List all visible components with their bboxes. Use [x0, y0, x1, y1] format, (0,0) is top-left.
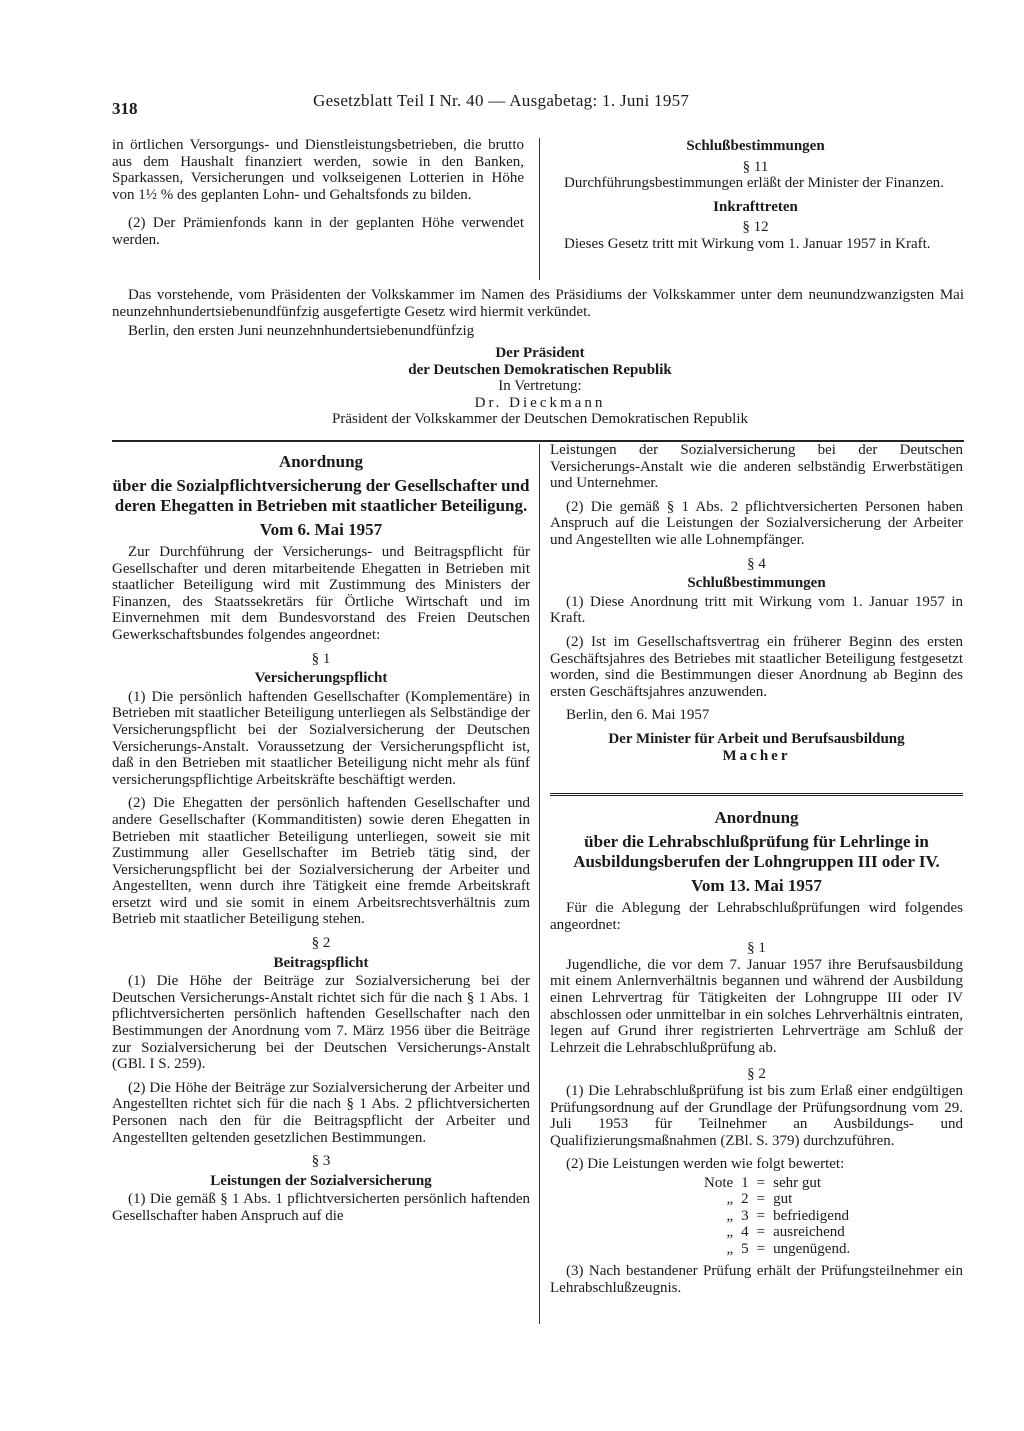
column-divider-bottom [539, 444, 540, 1324]
paragraph: (1) Diese Anordnung tritt mit Wirkung vom 1. Januar 1957 in Kraft. [550, 593, 963, 627]
paragraph: Leistungen der Sozialversicherung bei der Deutschen Versicherungs-Anstalt wie die anderen selbständig Erwerbstätigen und Unternehmer. [550, 442, 963, 492]
section-number: § 2 [311, 935, 331, 952]
grade-prefix: „ [726, 1207, 734, 1224]
running-header: Gesetzblatt Teil I Nr. 40 — Ausgabetag: 1. Juni 1957 [313, 91, 690, 110]
section-number: § 2 [747, 1066, 766, 1083]
grade-eq: = [756, 1191, 766, 1208]
grade-num: 5 [741, 1240, 749, 1257]
grade-eq: = [756, 1240, 766, 1257]
grade-eq: = [756, 1207, 766, 1224]
section-number: § 4 [747, 555, 766, 572]
place-date: Berlin, den 6. Mai 1957 [566, 707, 710, 724]
section-heading: Versicherungspflicht [254, 670, 388, 687]
paragraph: Dieses Gesetz tritt mit Wirkung vom 1. Januar 1957 in Kraft. [564, 235, 931, 252]
grade-num: 2 [741, 1191, 749, 1208]
section-number: § 1 [747, 940, 766, 957]
paragraph: (2) Die Ehegatten der persönlich haftenden Gesellschafter und andere Gesellschafter (Kommanditisten) sowie deren Ehegatten in Betrieben mit staatlicher Beteiligung unterliegen, soweit sie mit Zustimmung aller Gesellschafter im Betrieb tätig sind, der Versicherungspflicht bei der Sozialversicherung der Arbeiter und Angestellten, wenn durch ihre Tätigkeit eine fremde Arbeitskraft ersetzt wird und sie somit in einem Arbeitsrechtsverhältnis zum Betrieb mit staatlicher Beteiligung stehen. [112, 795, 530, 928]
decree-title: Anordnung [278, 452, 364, 471]
section-heading: Leistungen der Sozialversicherung [210, 1172, 432, 1189]
grade-prefix: „ [726, 1224, 734, 1241]
decree-subject: über die Sozialpflichtversicherung der Gesellschafter und deren Ehegatten in Betrieben mit staatlicher Beteiligung. [112, 476, 530, 515]
grade-prefix: „ [726, 1240, 734, 1257]
section-heading: Schlußbestimmungen [686, 138, 825, 154]
grade-prefix: Note [704, 1174, 734, 1191]
grade-label: sehr gut [773, 1174, 822, 1191]
paragraph: (1) Die gemäß § 1 Abs. 1 pflichtversicherten persönlich haftenden Gesellschafter haben Anspruch auf die [112, 1191, 530, 1224]
grade-label: befriedigend [773, 1207, 849, 1224]
decree-date: Vom 13. Mai 1957 [691, 876, 822, 895]
grade-row [700, 1208, 854, 1225]
paragraph: (1) Die Lehrabschlußprüfung ist bis zum Erlaß einer endgültigen Prüfungsordnung auf der Grundlage der Prüfungsordnung vom 29. Juli 1953 für Teilnehmer an Ausbildungs- und Qualifizierungsmaßnahmen (ZBl. S. 379) durchzuführen. [550, 1082, 963, 1149]
decree-title: Anordnung [714, 808, 799, 827]
place-date: Berlin, den ersten Juni neunzehnhundertsiebenundfünfzig [128, 323, 475, 340]
grade-num: 1 [741, 1174, 749, 1191]
grade-eq: = [756, 1224, 766, 1241]
signature-block [290, 345, 790, 428]
signature-title: Der Präsident [495, 345, 585, 361]
grade-num: 3 [741, 1207, 749, 1224]
preamble: Für die Ablegung der Lehrabschlußprüfungen wird folgendes angeordnet: [550, 900, 963, 933]
paragraph: in örtlichen Versorgungs- und Dienstleistungsbetrieben, die brutto aus dem Haushalt finanziert werden, sowie in den Banken, Sparkassen, Versicherungen und volkseigenen Lotterien in Höhe von 1½ % des geplanten Lohn- und Gehaltsfonds zu bilden. [112, 137, 524, 203]
grade-label: ausreichend [773, 1224, 845, 1241]
signer-title: Der Minister für Arbeit und Berufsausbildung [608, 730, 905, 747]
paragraph: (2) Die gemäß § 1 Abs. 2 pflichtversicherten Personen haben Anspruch auf die Leistungen der Sozialversicherung der Arbeiter und Angestellten wie alle Lohnempfänger. [550, 498, 963, 548]
grade-label: ungenügend. [773, 1240, 851, 1257]
decree-divider [550, 793, 963, 796]
paragraph: Durchführungsbestimmungen erläßt der Minister der Finanzen. [564, 175, 944, 192]
decree-1-left-column [112, 452, 530, 1232]
grade-row [700, 1224, 854, 1241]
paragraph: (2) Die Leistungen werden wie folgt bewertet: [566, 1156, 845, 1173]
paragraph: (1) Die persönlich haftenden Gesellschafter (Komplementäre) in Betrieben mit staatlicher Beteiligung unterliegen als Selbständige der Versicherungspflicht bei der Sozialversicherung der Deutschen Versicherungs-Anstalt. Voraussetzung der Versicherungspflicht ist, daß in den Betrieben mit staatlicher Beteiligung nicht mehr als fünf versicherungspflichtige Arbeitskräfte beschäftigt werden. [112, 688, 530, 788]
top-right-column [548, 135, 963, 260]
signature-line: In Vertretung: [498, 378, 582, 395]
section-heading: Inkrafttreten [713, 198, 798, 215]
paragraph: (2) Die Höhe der Beiträge zur Sozialversicherung der Arbeiter und Angestellten richtet sich für die nach § 1 Abs. 2 pflichtversicherten Personen nach den für die Beitragspflicht der Arbeiter und Angestellten geltenden gesetzlichen Bestimmungen. [112, 1079, 530, 1146]
grade-row [700, 1241, 854, 1258]
signature-title: der Deutschen Demokratischen Republik [408, 361, 672, 378]
section-number: § 1 [311, 650, 331, 667]
section-number: § 3 [311, 1153, 331, 1170]
grade-label: gut [773, 1191, 793, 1208]
grade-table [700, 1175, 854, 1258]
column-divider-top [539, 138, 540, 280]
section-heading: Schlußbestimmungen [687, 575, 826, 592]
page-number: 318 [112, 99, 138, 118]
section-number: § 12 [742, 219, 769, 236]
top-left-column [112, 137, 524, 256]
preamble: Zur Durchführung der Versicherungs- und Beitragspflicht für Gesellschafter und deren mitarbeitende Ehegatten in Betrieben mit staatlicher Beteiligung wird mit Zustimmung des Ministers der Finanzen, des Staatssekretärs für Örtliche Wirtschaft und im Einvernehmen mit dem Bundesvorstand des Freien Deutschen Gewerkschaftsbundes folgendes angeordnet: [112, 544, 530, 643]
grade-prefix: „ [726, 1191, 734, 1208]
paragraph: (2) Der Prämienfonds kann in der geplanten Höhe verwendet werden. [112, 215, 524, 248]
section-number: § 11 [742, 158, 769, 175]
grade-row [700, 1191, 854, 1208]
decree-1-right-column [550, 442, 963, 764]
grade-num: 4 [741, 1224, 749, 1241]
paragraph: (3) Nach bestandener Prüfung erhält der Prüfungsteilnehmer ein Lehrabschlußzeugnis. [550, 1263, 963, 1296]
decree-date: Vom 6. Mai 1957 [259, 520, 383, 539]
proclamation-text: Das vorstehende, vom Präsidenten der Volkskammer im Namen des Präsidiums der Volkskammer unter dem neunundzwanzigsten Mai neunzehnhundertsiebenundfünfzig ausgefertigte Gesetz wird hiermit verkündet. [112, 287, 964, 320]
proclamation-block [112, 287, 964, 342]
decree-2-column [550, 808, 963, 1304]
grade-row [700, 1175, 854, 1192]
paragraph: (2) Ist im Gesellschaftsvertrag ein früherer Beginn des ersten Geschäftsjahres des Betriebes mit staatlicher Beteiligung festgesetzt worden, sind die Bestimmungen dieser Anordnung ab Beginn des ersten Geschäftsjahres anzuwenden. [550, 633, 963, 700]
paragraph: Jugendliche, die vor dem 7. Januar 1957 ihre Berufsausbildung mit einem Anlernverhältnis begannen und während der Ausbildung einen Lehrvertrag für Tätigkeiten der Lohngruppe III oder IV abschlossen oder unmittelbar in ein solches Lehrverhältnis eintraten, legen auf Grund ihrer registrierten Lehrverträge am Schluß der Lehrzeit die Lehrabschlußprüfung ab. [550, 956, 963, 1056]
section-heading: Beitragspflicht [273, 954, 369, 971]
signer-name: Macher [722, 747, 791, 764]
signature-name: Dr. Dieckmann [474, 394, 606, 411]
paragraph: (1) Die Höhe der Beiträge zur Sozialversicherung bei der Deutschen Versicherungs-Anstalt richtet sich für die nach § 1 Abs. 1 pflichtversicherten persönlich haftenden Gesellschafter nach den Bestimmungen der Anordnung vom 7. März 1956 über die Beiträge zur Sozialversicherung bei der Deutschen Versicherungs-Anstalt (GBl. I S. 259). [112, 973, 530, 1073]
signature-line: Präsident der Volkskammer der Deutschen Demokratischen Republik [331, 411, 748, 428]
decree-subject: über die Lehrabschlußprüfung für Lehrlinge in Ausbildungsberufen der Lohngruppen III oder IV. [573, 832, 940, 871]
grade-eq: = [756, 1174, 766, 1191]
